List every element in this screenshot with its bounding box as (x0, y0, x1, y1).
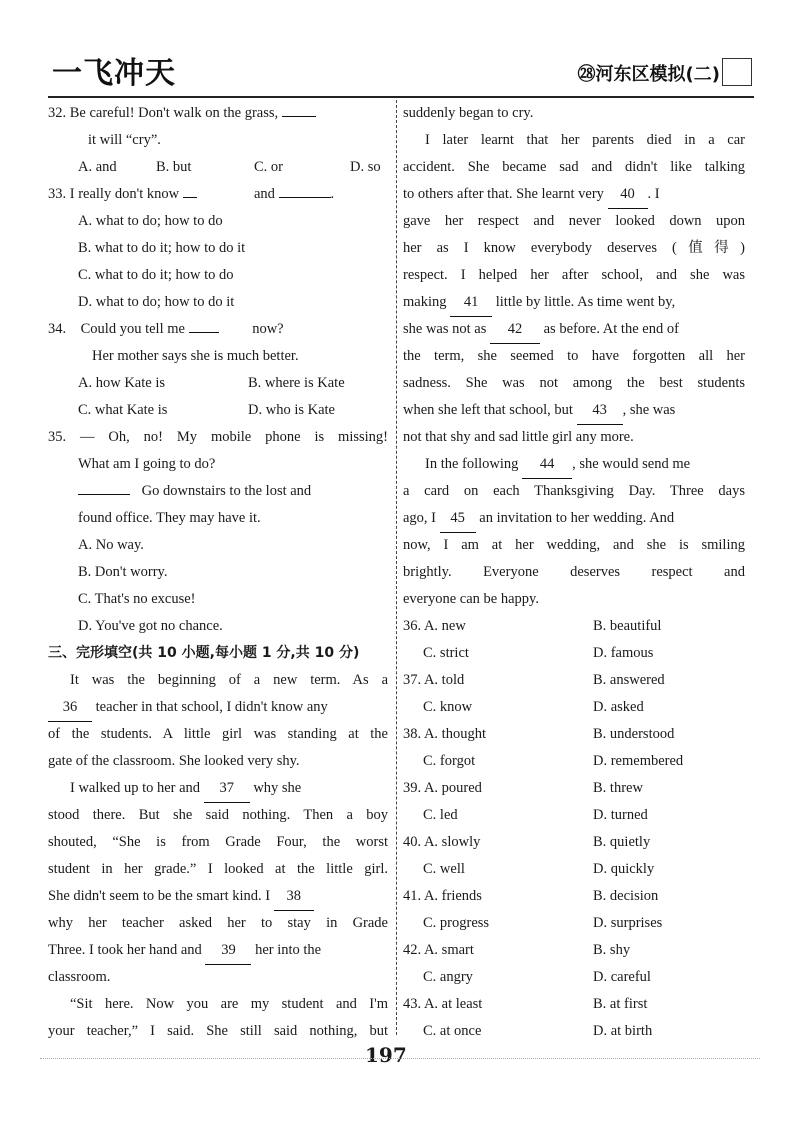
q35-stem: 35. — Oh, no! My mobile phone is missing! (48, 429, 388, 445)
passage-line: why her teacher asked her to stay in Grade (48, 915, 388, 931)
passage-line: I later learnt that her parents died in a car (425, 132, 745, 148)
passage-line: I walked up to her and 37 why she (48, 775, 388, 802)
cloze-option-row (403, 1018, 745, 1045)
option: D. You've got no chance. (78, 618, 223, 634)
option: D. remembered (593, 753, 684, 769)
passage-line: student in her grade.” I looked at the little girl. (48, 861, 388, 877)
option: A. what to do; how to do (78, 213, 223, 229)
passage-line: of the students. A little girl was standing at the (48, 726, 388, 742)
passage-line: In the following 44 , she would send me (403, 451, 745, 478)
option: B. understood (593, 726, 675, 742)
q32-stem-2: it will “cry”. (88, 132, 161, 148)
passage-line: your teacher,” I said. She still said nothing, but (48, 1023, 388, 1039)
passage-line: her as I know everybody deserves (值得) (403, 240, 745, 256)
passage-line: sadness. She was not among the best students (403, 375, 745, 391)
blank-36: 36 (48, 694, 92, 722)
option: C. strict (423, 645, 469, 661)
option: B. beautiful (593, 618, 662, 634)
cloze-options (403, 613, 745, 1045)
option: C. what Kate is (78, 402, 168, 418)
option: 43. A. at least (403, 996, 483, 1012)
cloze-option-row (403, 613, 745, 640)
cloze-section-heading: 三、完形填空(共 10 小题,每小题 1 分,共 10 分) (48, 645, 360, 661)
q35-stem-2: What am I going to do? (78, 456, 216, 472)
cloze-option-row (403, 667, 745, 694)
blank-43: 43 (577, 397, 623, 425)
option: 40. A. slowly (403, 834, 481, 850)
cloze-option-row (403, 856, 745, 883)
passage-line: she was not as 42 as before. At the end of (403, 316, 745, 343)
q35-stem-3: Go downstairs to the lost and (48, 478, 388, 505)
cloze-option-row (403, 748, 745, 775)
option: D. turned (593, 807, 648, 823)
passage-line: accident. She became sad and didn't like talking (403, 159, 745, 175)
passage-line: 36 teacher in that school, I didn't know any (48, 694, 388, 721)
option: B. but (156, 159, 192, 175)
cloze-option-row (403, 964, 745, 991)
option: C. well (423, 861, 465, 877)
passage-line: now, I am at her wedding, and she is smiling (403, 537, 745, 553)
passage-line: She didn't seem to be the smart kind. I 38 (48, 883, 388, 910)
section-title: ㉘河东区模拟(二) (577, 64, 720, 85)
cloze-option-row (403, 694, 745, 721)
header-rule (48, 96, 754, 98)
option: A. how Kate is (78, 375, 165, 391)
footer-rule (40, 1058, 760, 1059)
option: C. what to do it; how to do (78, 267, 234, 283)
option: D. at birth (593, 1023, 653, 1039)
passage-line: making 41 little by little. As time went by, (403, 289, 745, 316)
passage-line: shouted, “She is from Grade Four, the worst (48, 834, 388, 850)
passage-line: ago, I 45 an invitation to her wedding. And (403, 505, 745, 532)
blank-42: 42 (490, 316, 540, 344)
passage-line: suddenly began to cry. (403, 105, 534, 121)
option: 36. A. new (403, 618, 466, 634)
option: 38. A. thought (403, 726, 486, 742)
blank-37: 37 (204, 775, 250, 803)
cloze-option-row (403, 937, 745, 964)
q34-stem: 34. Could you tell me now? (48, 316, 388, 343)
brand-title: 一飞冲天 (52, 56, 176, 91)
option: 41. A. friends (403, 888, 482, 904)
cloze-option-row (403, 640, 745, 667)
passage-line: “Sit here. Now you are my student and I'm (70, 996, 388, 1012)
blank-39: 39 (205, 937, 251, 965)
column-divider (396, 100, 397, 1035)
option: C. That's no excuse! (78, 591, 196, 607)
option: D. asked (593, 699, 644, 715)
q33-stem: 33. I really don't know and . (48, 181, 388, 208)
option: 37. A. told (403, 672, 465, 688)
option: B. quietly (593, 834, 651, 850)
passage-line: gate of the classroom. She looked very shy. (48, 753, 300, 769)
cloze-option-row (403, 991, 745, 1018)
passage-line: Three. I took her hand and 39 her into the (48, 937, 388, 964)
option: C. angry (423, 969, 473, 985)
corner-icon (722, 58, 752, 86)
passage-line: everyone can be happy. (403, 591, 539, 607)
option: B. answered (593, 672, 665, 688)
cloze-option-row (403, 910, 745, 937)
option: D. famous (593, 645, 654, 661)
option: D. quickly (593, 861, 655, 877)
option: C. led (423, 807, 458, 823)
option: A. No way. (78, 537, 144, 553)
cloze-option-row (403, 775, 745, 802)
passage-line: gave her respect and never looked down upon (403, 213, 745, 229)
option: C. know (423, 699, 473, 715)
passage-line: the term, she seemed to have forgotten all her (403, 348, 745, 364)
passage-line: to others after that. She learnt very 40 . I (403, 181, 745, 208)
option: B. decision (593, 888, 659, 904)
option: B. what to do it; how to do it (78, 240, 246, 256)
q34-options-2 (48, 397, 388, 424)
option: B. shy (593, 942, 631, 958)
q32-stem: 32. Be careful! Don't walk on the grass, (48, 100, 388, 127)
answer-blank (282, 101, 316, 117)
option: D. surprises (593, 915, 663, 931)
blank-44: 44 (522, 451, 572, 479)
passage-line: when she left that school, but 43 , she was (403, 397, 745, 424)
page-number: 197 (365, 1043, 407, 1067)
passage-line: It was the beginning of a new term. As a (70, 672, 388, 688)
q32-options (48, 154, 388, 181)
cloze-option-row (403, 829, 745, 856)
passage-line: classroom. (48, 969, 111, 985)
option: C. forgot (423, 753, 476, 769)
option: C. progress (423, 915, 490, 931)
option: 39. A. poured (403, 780, 482, 796)
right-column (403, 100, 745, 1045)
option: D. what to do; how to do it (78, 294, 235, 310)
option: 42. A. smart (403, 942, 474, 958)
blank-38: 38 (274, 883, 314, 911)
q34-options-1 (48, 370, 388, 397)
blank-41: 41 (450, 289, 492, 317)
cloze-option-row (403, 802, 745, 829)
q35-stem-4: found office. They may have it. (78, 510, 261, 526)
left-column (48, 100, 388, 1045)
blank-45: 45 (440, 505, 476, 533)
passage-line: not that shy and sad little girl any more. (403, 429, 634, 445)
option: B. where is Kate (248, 375, 345, 391)
option: C. at once (423, 1023, 482, 1039)
option: C. or (254, 159, 283, 175)
passage-line: brightly. Everyone deserves respect and (403, 564, 745, 580)
blank-40: 40 (608, 181, 648, 209)
option: B. at first (593, 996, 648, 1012)
q34-stem-2: Her mother says she is much better. (92, 348, 299, 364)
option: A. and (78, 159, 117, 175)
option: B. threw (593, 780, 643, 796)
passage-line: a card on each Thanksgiving Day. Three days (403, 483, 745, 499)
option: D. who is Kate (248, 402, 335, 418)
option: D. careful (593, 969, 651, 985)
cloze-option-row (403, 883, 745, 910)
option: D. so (350, 159, 381, 175)
cloze-option-row (403, 721, 745, 748)
passage-line: respect. I helped her after school, and she was (403, 267, 745, 283)
option: B. Don't worry. (78, 564, 168, 580)
passage-line: stood there. But she said nothing. Then a boy (48, 807, 388, 823)
